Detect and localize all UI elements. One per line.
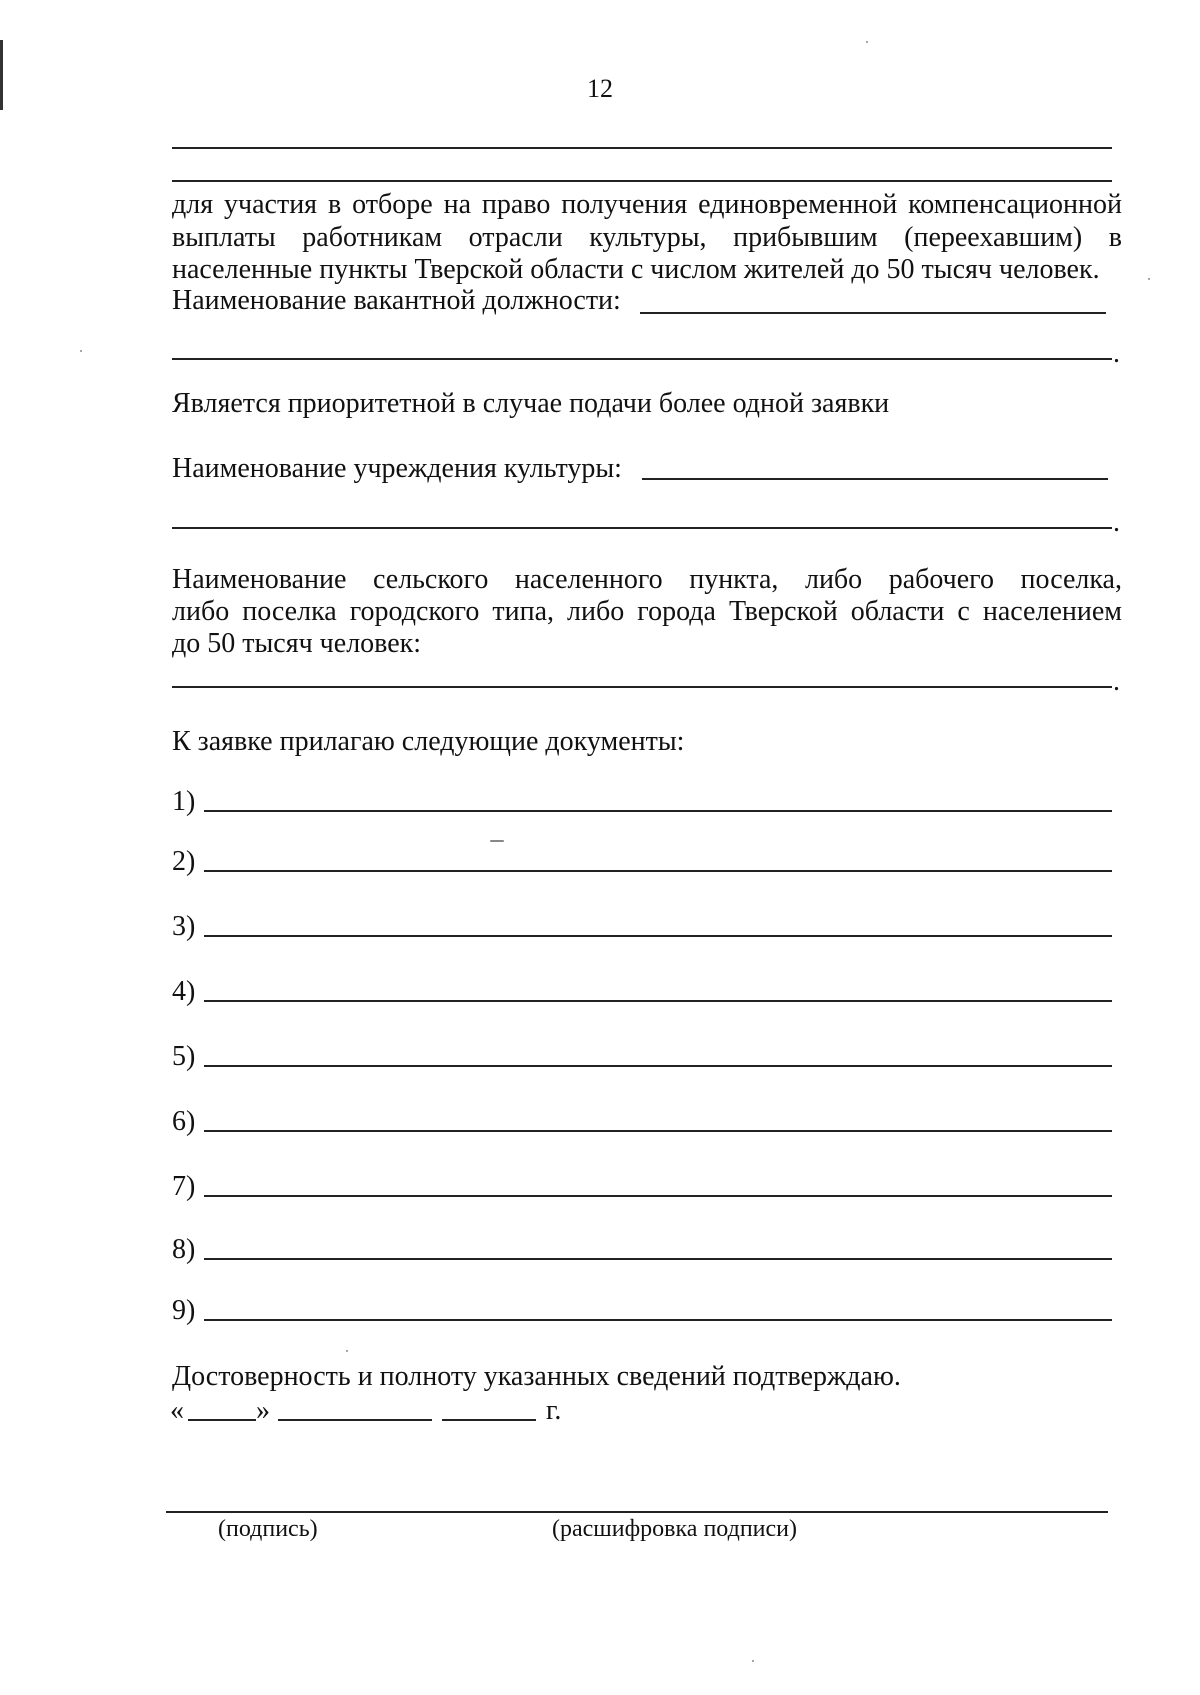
institution-field-continued[interactable]	[172, 527, 1112, 529]
vacancy-field[interactable]	[640, 312, 1106, 314]
signature-field[interactable]	[166, 1511, 1108, 1513]
attachment-number: 3)	[172, 911, 196, 942]
date-day-field[interactable]	[188, 1419, 256, 1421]
scan-speck	[346, 1350, 348, 1352]
blank-line-2[interactable]	[172, 180, 1112, 182]
scan-speck	[80, 350, 82, 352]
confirmation-text: Достоверность и полноту указанных сведений подтверждаю.	[172, 1361, 901, 1392]
attachment-field[interactable]	[204, 1319, 1112, 1321]
settlement-line-2: либо поселка городского типа, либо города Тверской области с населением	[172, 596, 1122, 627]
date-year-suffix: г.	[546, 1395, 562, 1426]
purpose-line-2: выплаты работникам отрасли культуры, прибывшим (переехавшим) в	[172, 222, 1122, 253]
attachment-field[interactable]	[204, 935, 1112, 937]
attachment-field[interactable]	[204, 1258, 1112, 1260]
settlement-line-1: Наименование сельского населенного пункта, либо рабочего поселка,	[172, 564, 1122, 595]
attachments-label: К заявке прилагаю следующие документы:	[172, 726, 685, 757]
signature-decode-caption: (расшифровка подписи)	[552, 1516, 797, 1542]
scan-speck	[1148, 278, 1150, 280]
date-open-quote: «	[170, 1395, 184, 1426]
attachment-number: 2)	[172, 846, 196, 877]
purpose-line-1: для участия в отборе на право получения единовременной компенсационной	[172, 189, 1122, 220]
attachment-field[interactable]	[204, 1195, 1112, 1197]
attachment-number: 4)	[172, 976, 196, 1007]
vacancy-field-continued[interactable]	[172, 358, 1112, 360]
purpose-line-3: населенные пункты Тверской области с числом жителей до 50 тысяч человек.	[172, 254, 1100, 285]
scan-speck	[752, 1660, 754, 1662]
vacancy-label: Наименование вакантной должности:	[172, 285, 621, 316]
date-close-quote: »	[256, 1395, 270, 1426]
attachment-field[interactable]	[204, 1065, 1112, 1067]
attachment-number: 6)	[172, 1106, 196, 1137]
attachment-number: 9)	[172, 1295, 196, 1326]
blank-line-1[interactable]	[172, 147, 1112, 149]
page-number: 12	[587, 74, 613, 103]
period-mark: .	[1113, 507, 1120, 538]
attachment-number: 5)	[172, 1041, 196, 1072]
institution-label: Наименование учреждения культуры:	[172, 453, 622, 484]
attachment-field[interactable]	[204, 870, 1112, 872]
attachment-field[interactable]	[204, 1130, 1112, 1132]
date-month-field[interactable]	[278, 1419, 432, 1421]
period-mark: .	[1113, 338, 1120, 369]
date-year-field[interactable]	[442, 1419, 536, 1421]
attachment-number: 8)	[172, 1234, 196, 1265]
period-mark: .	[1113, 666, 1120, 697]
attachment-number: 7)	[172, 1171, 196, 1202]
signature-caption: (подпись)	[218, 1516, 318, 1542]
scan-speck	[490, 840, 504, 842]
institution-field[interactable]	[642, 478, 1108, 480]
attachment-field[interactable]	[204, 1000, 1112, 1002]
attachment-number: 1)	[172, 786, 196, 817]
settlement-line-3: до 50 тысяч человек:	[172, 628, 422, 659]
scan-speck	[866, 41, 868, 43]
settlement-field[interactable]	[172, 686, 1112, 688]
priority-text: Является приоритетной в случае подачи более одной заявки	[172, 388, 890, 419]
attachment-field[interactable]	[204, 810, 1112, 812]
